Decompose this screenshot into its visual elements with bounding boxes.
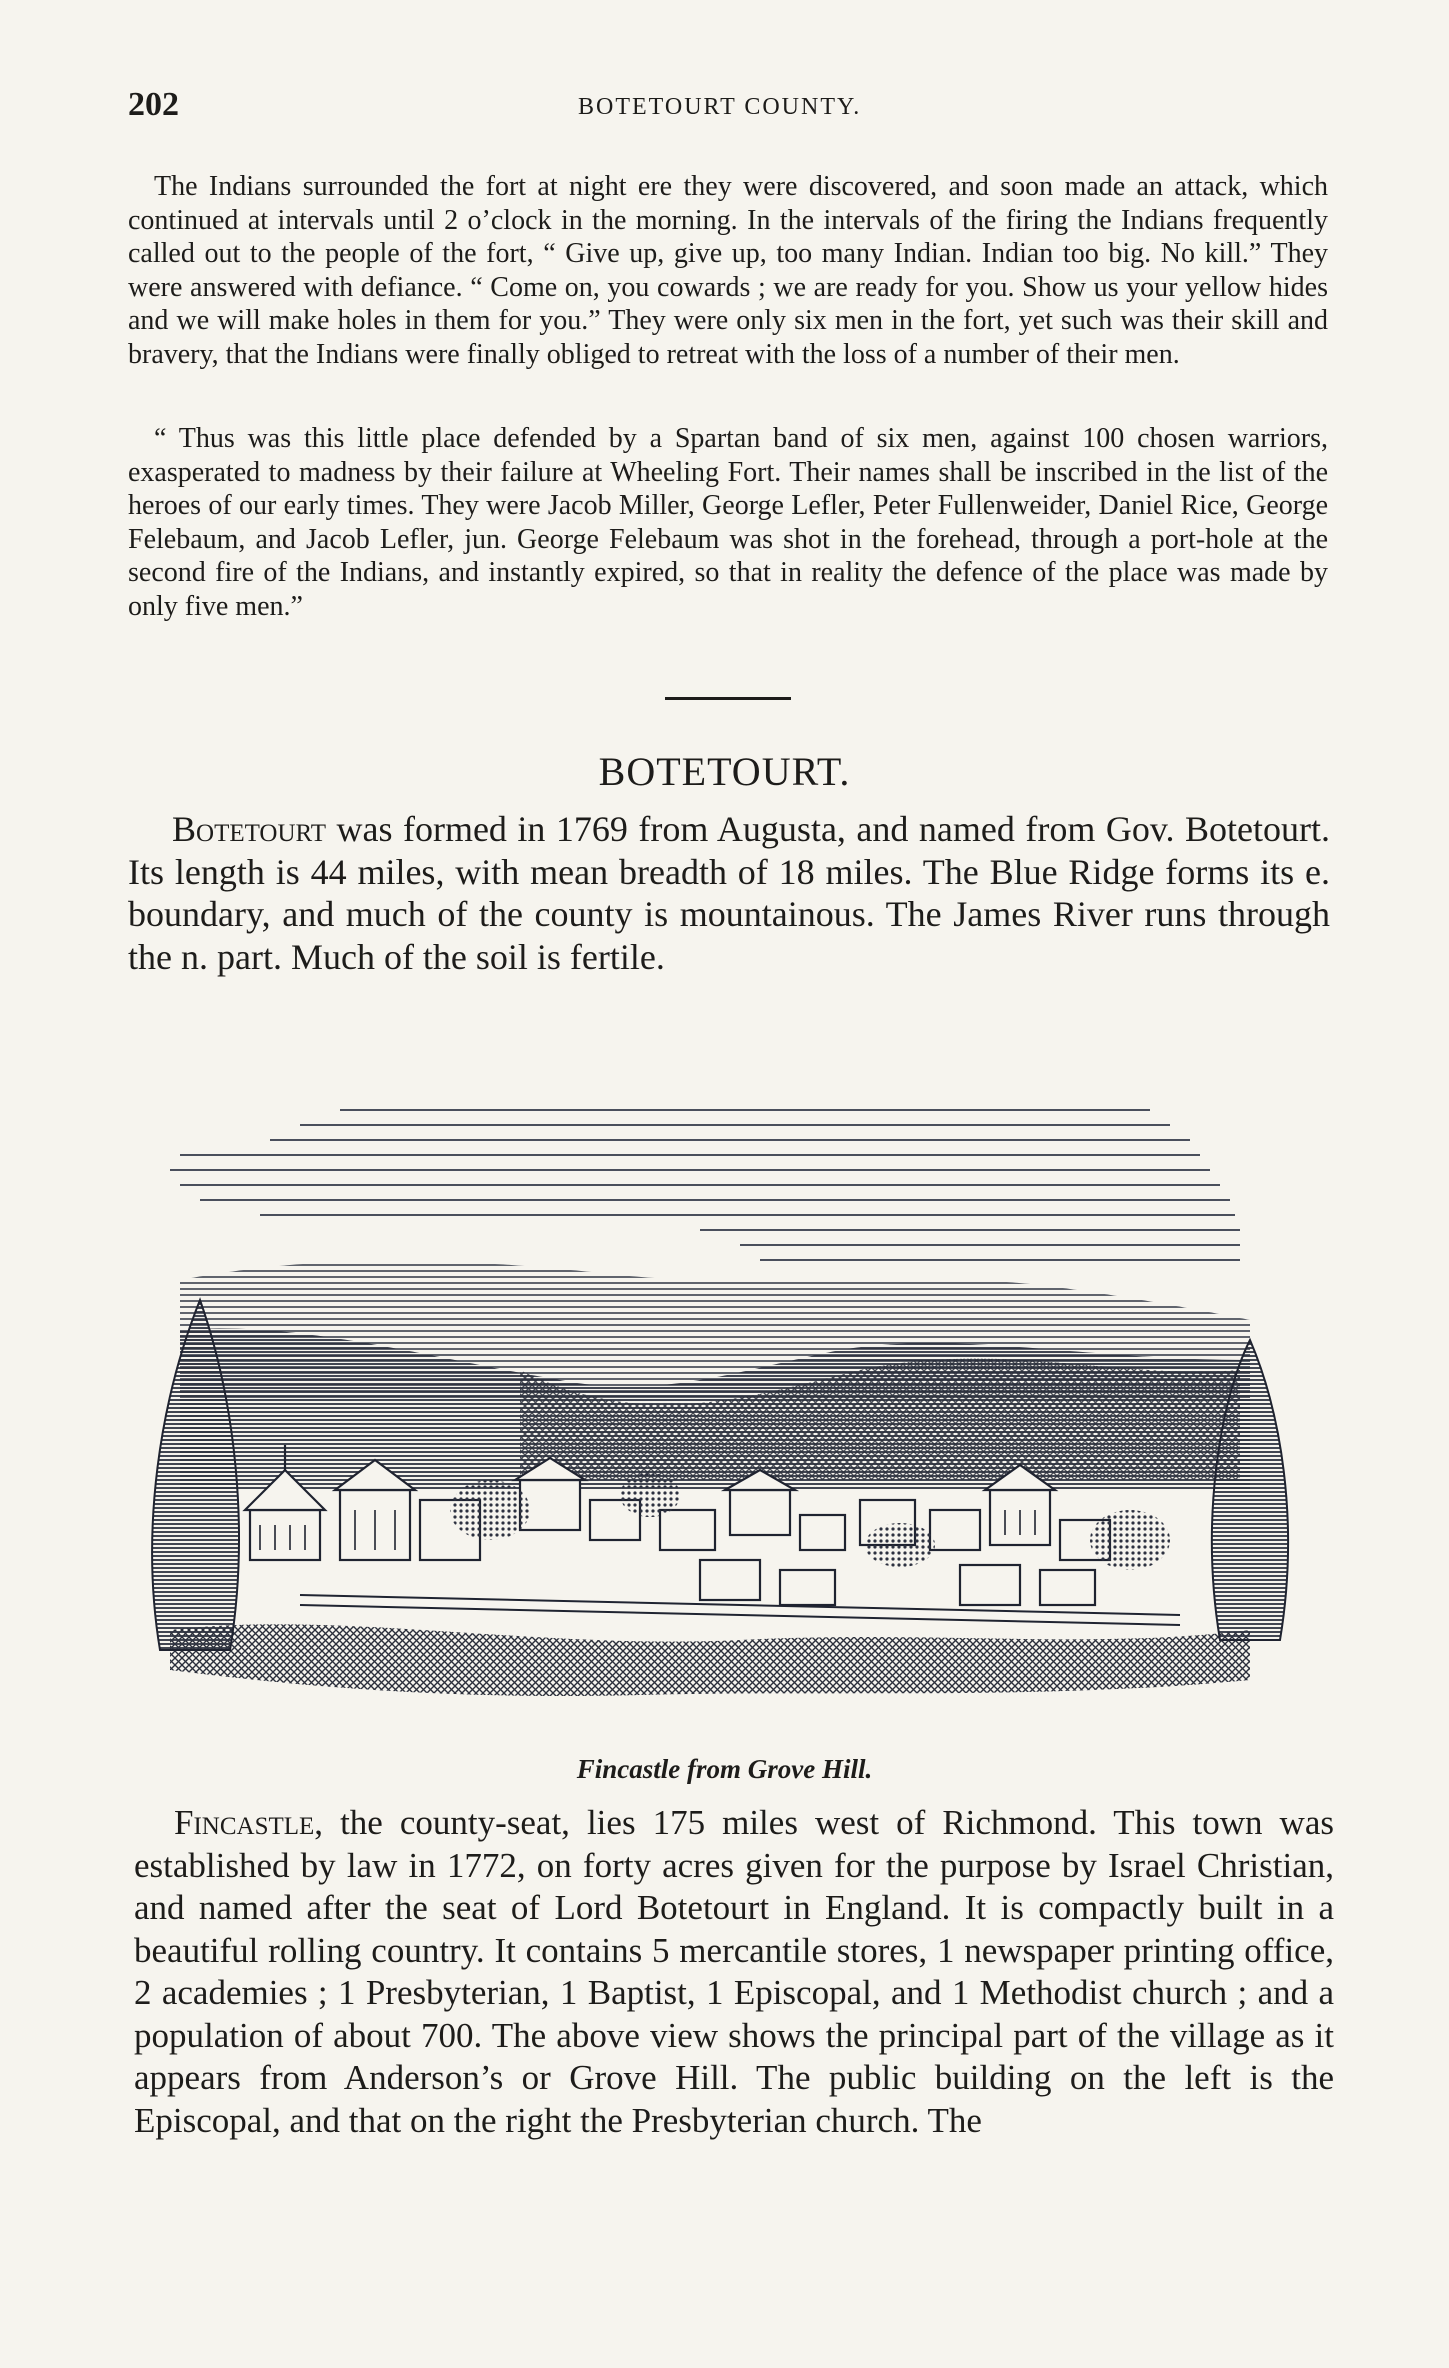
section-divider [665,697,791,700]
page-number: 202 [128,86,179,123]
foreground [170,1624,1250,1696]
paragraph-text: “ Thus was this little place defended by a Spartan band of six men, against 100 chosen warriors, exasperated to madness by their failure at Wheeling Fort. Their names shall be inscribed in the list of the heroes of our early times. They were Jacob Miller, George Lefler, Peter Fullenweider, Daniel Rice, George Felebaum, and Jacob Lefler, jun. George Felebaum was shot in the forehead, through a port-hole at the second fire of the Indians, and instantly expired, so that in reality the defence of the place was made by only five men.” [128,423,1328,622]
section-heading: BOTETOURT. [598,749,851,794]
running-head [128,86,1328,132]
engraving-fincastle-view [140,1070,1310,1710]
paragraph-fincastle [134,1802,1334,2142]
paragraph-text: , the county-seat, lies 175 miles west of Richmond. This town was established by law in 1772, on forty acres given for the purpose by Israel Christian, and named after the seat of Lord Botetourt in England. It is compactly built in a beautiful rolling country. It contains 5 mercantile stores, 1 newspaper printing office, 2 academies ; 1 Presbyterian, 1 Baptist, 1 Episcopal, and 1 Methodist church ; and a population of about 700. The above view shows the principal part of the village as it appears from Anderson’s or Grove Hill. The public building on the left is the Episcopal, and that on the right the Presbyterian church. The [134,1803,1334,2140]
running-title: BOTETOURT COUNTY. [578,94,862,120]
paragraph-text: The Indians surrounded the fort at night ere they were discovered, and soon made an attack, which continued at intervals until 2 o’clock in the morning. In the intervals of the firing the Indians frequently called out to the people of the fort, “ Give up, give up, too many Indian. Indian too big. No kill.” They were answered with defiance. “ Come on, you cowards ; we are ready for you. Show us your yellow hides and we will make holes in them for you.” They were only six men in the fort, yet such was their skill and bravery, that the Indians were finally obliged to retreat with the loss of a number of their men. [128,171,1328,370]
illustration-caption: Fincastle from Grove Hill. [576,1754,873,1784]
lead-word: Fincastle [174,1803,315,1842]
lead-word: Botetourt [172,809,326,849]
paragraph-spartan-band [128,422,1328,623]
paragraph-botetourt [128,808,1330,978]
paragraph-text: was formed in 1769 from Augusta, and named from Gov. Botetourt. Its length is 44 miles, with mean breadth of 18 miles. The Blue Ridge forms its e. boundary, and much of the county is mountainous. The James River runs through the n. part. Much of the soil is fertile. [128,809,1330,977]
paragraph-indian-attack [128,170,1328,371]
sky [170,1110,1240,1260]
